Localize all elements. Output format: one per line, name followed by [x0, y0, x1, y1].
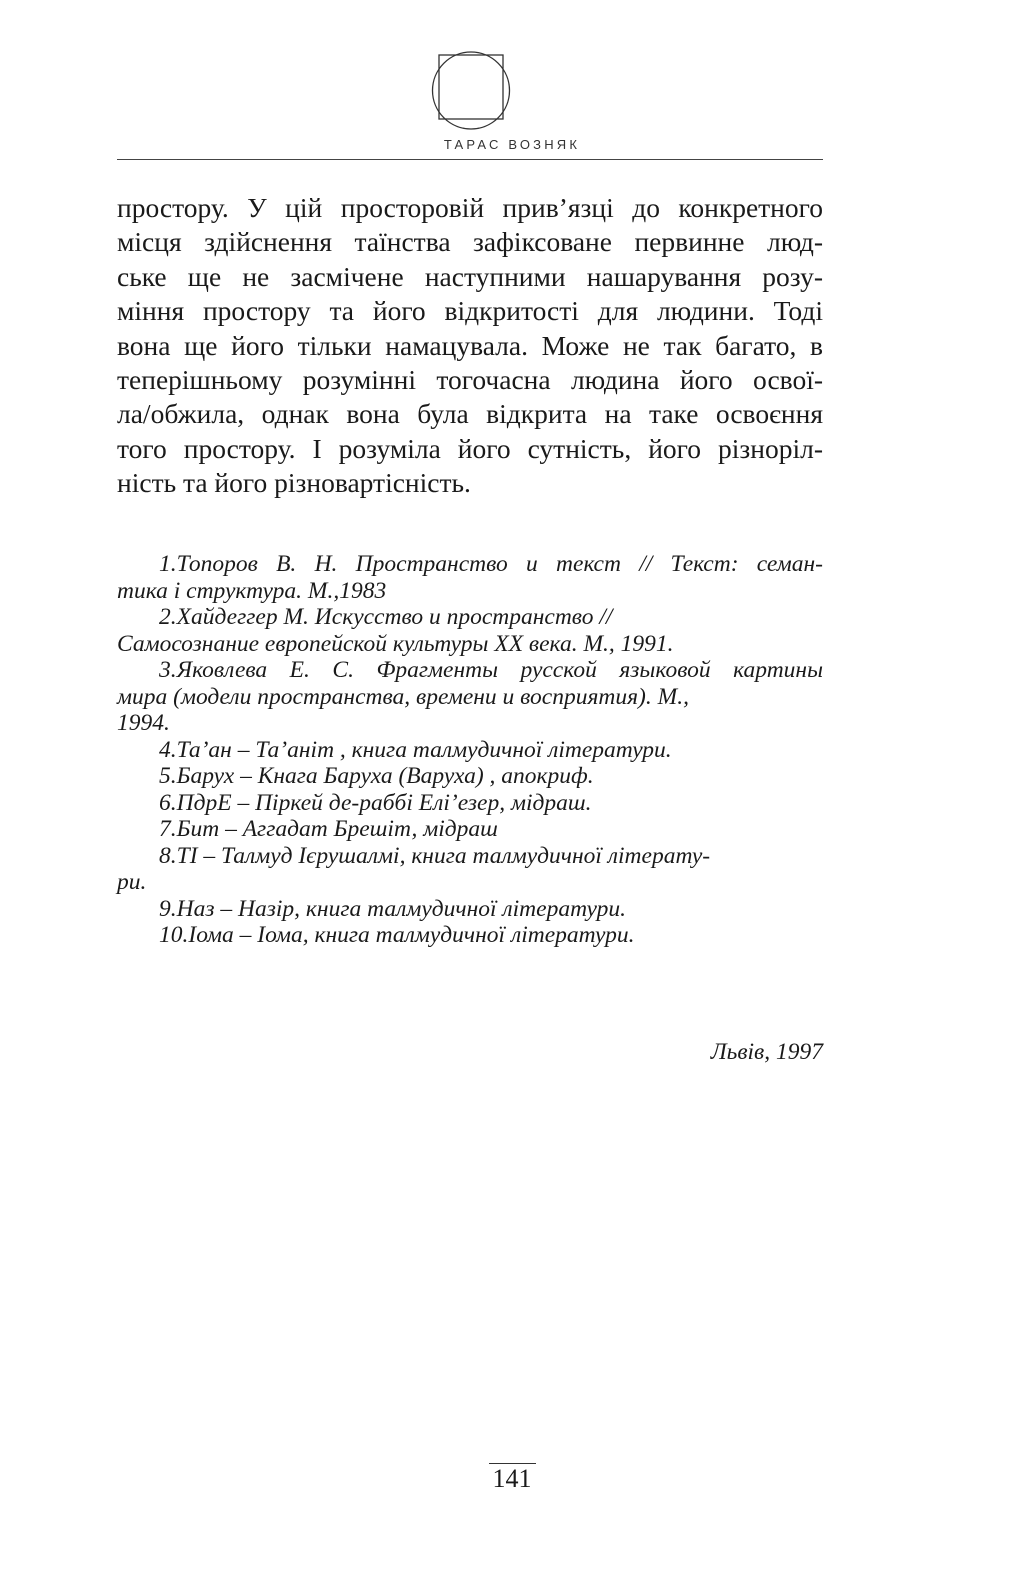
page-number	[0, 1464, 1024, 1494]
header-divider	[117, 159, 823, 160]
reference-line: ри.	[117, 869, 147, 895]
body-line: вона ще його тільки намацувала. Може не так багато, в	[117, 329, 823, 361]
page-number-text: 141	[489, 1463, 536, 1493]
reference-line: 1.Топоров В. Н. Пространство и текст // Текст: семан-	[159, 551, 823, 577]
body-line: простору. У цій просторовій прив’язці до конкретного	[117, 192, 823, 223]
reference-line: 10.Іома – Іома, книга талмудичної літератури.	[159, 922, 635, 948]
reference-line: тика і структура. М.,1983	[117, 577, 387, 604]
reference-line: 6.ПдрЕ – Піркей де-раббі Елі’езер, мідраш.	[159, 789, 592, 816]
reference-line: 5.Барух – Кнага Баруха (Варуха) , апокриф.	[159, 763, 594, 789]
reference-line: 4.Та’ан – Та’аніт , книга талмудичної літератури.	[159, 736, 672, 763]
body-line: ське ще не засмічене наступними нашарування розу-	[117, 260, 823, 292]
reference-line: 8.ТІ – Талмуд Ієрушалмі, книга талмудичної літерату-	[159, 842, 711, 869]
body-line: місця здійснення таїнства зафіксоване первинне люд-	[117, 226, 823, 258]
running-header-author: ТАРАС ВОЗНЯК	[443, 137, 581, 152]
circle-square-emblem-icon	[431, 49, 511, 132]
body-line: того простору. І розуміла його сутність, його різноріл-	[117, 432, 823, 464]
reference-line: 3.Яковлева Е. С. Фрагменты русской языковой картины	[159, 657, 823, 683]
body-line: ність та його різновартісність.	[117, 467, 471, 499]
place-date-signature: Львів, 1997	[710, 1039, 823, 1065]
reference-line: Самосознание европейской культуры XX века. М., 1991.	[117, 630, 674, 657]
references-list	[117, 551, 823, 949]
reference-line: 9.Наз – Назір, книга талмудичної літератури.	[159, 895, 626, 922]
body-paragraph	[117, 191, 823, 501]
reference-line: 1994.	[117, 710, 170, 736]
body-line: міння простору та його відкритості для людини. Тоді	[117, 295, 823, 327]
reference-line: 2.Хайдеггер М. Искусство и пространство //	[159, 604, 613, 630]
body-line: ла/обжила, однак вона була відкрита на таке освоєння	[117, 398, 823, 430]
body-line: теперішньому розумінні тогочасна людина його освої-	[117, 364, 823, 396]
reference-line: 7.Бит – Аггадат Брешіт, мідраш	[159, 816, 498, 842]
reference-line: мира (модели пространства, времени и восприятия). М.,	[117, 683, 689, 710]
